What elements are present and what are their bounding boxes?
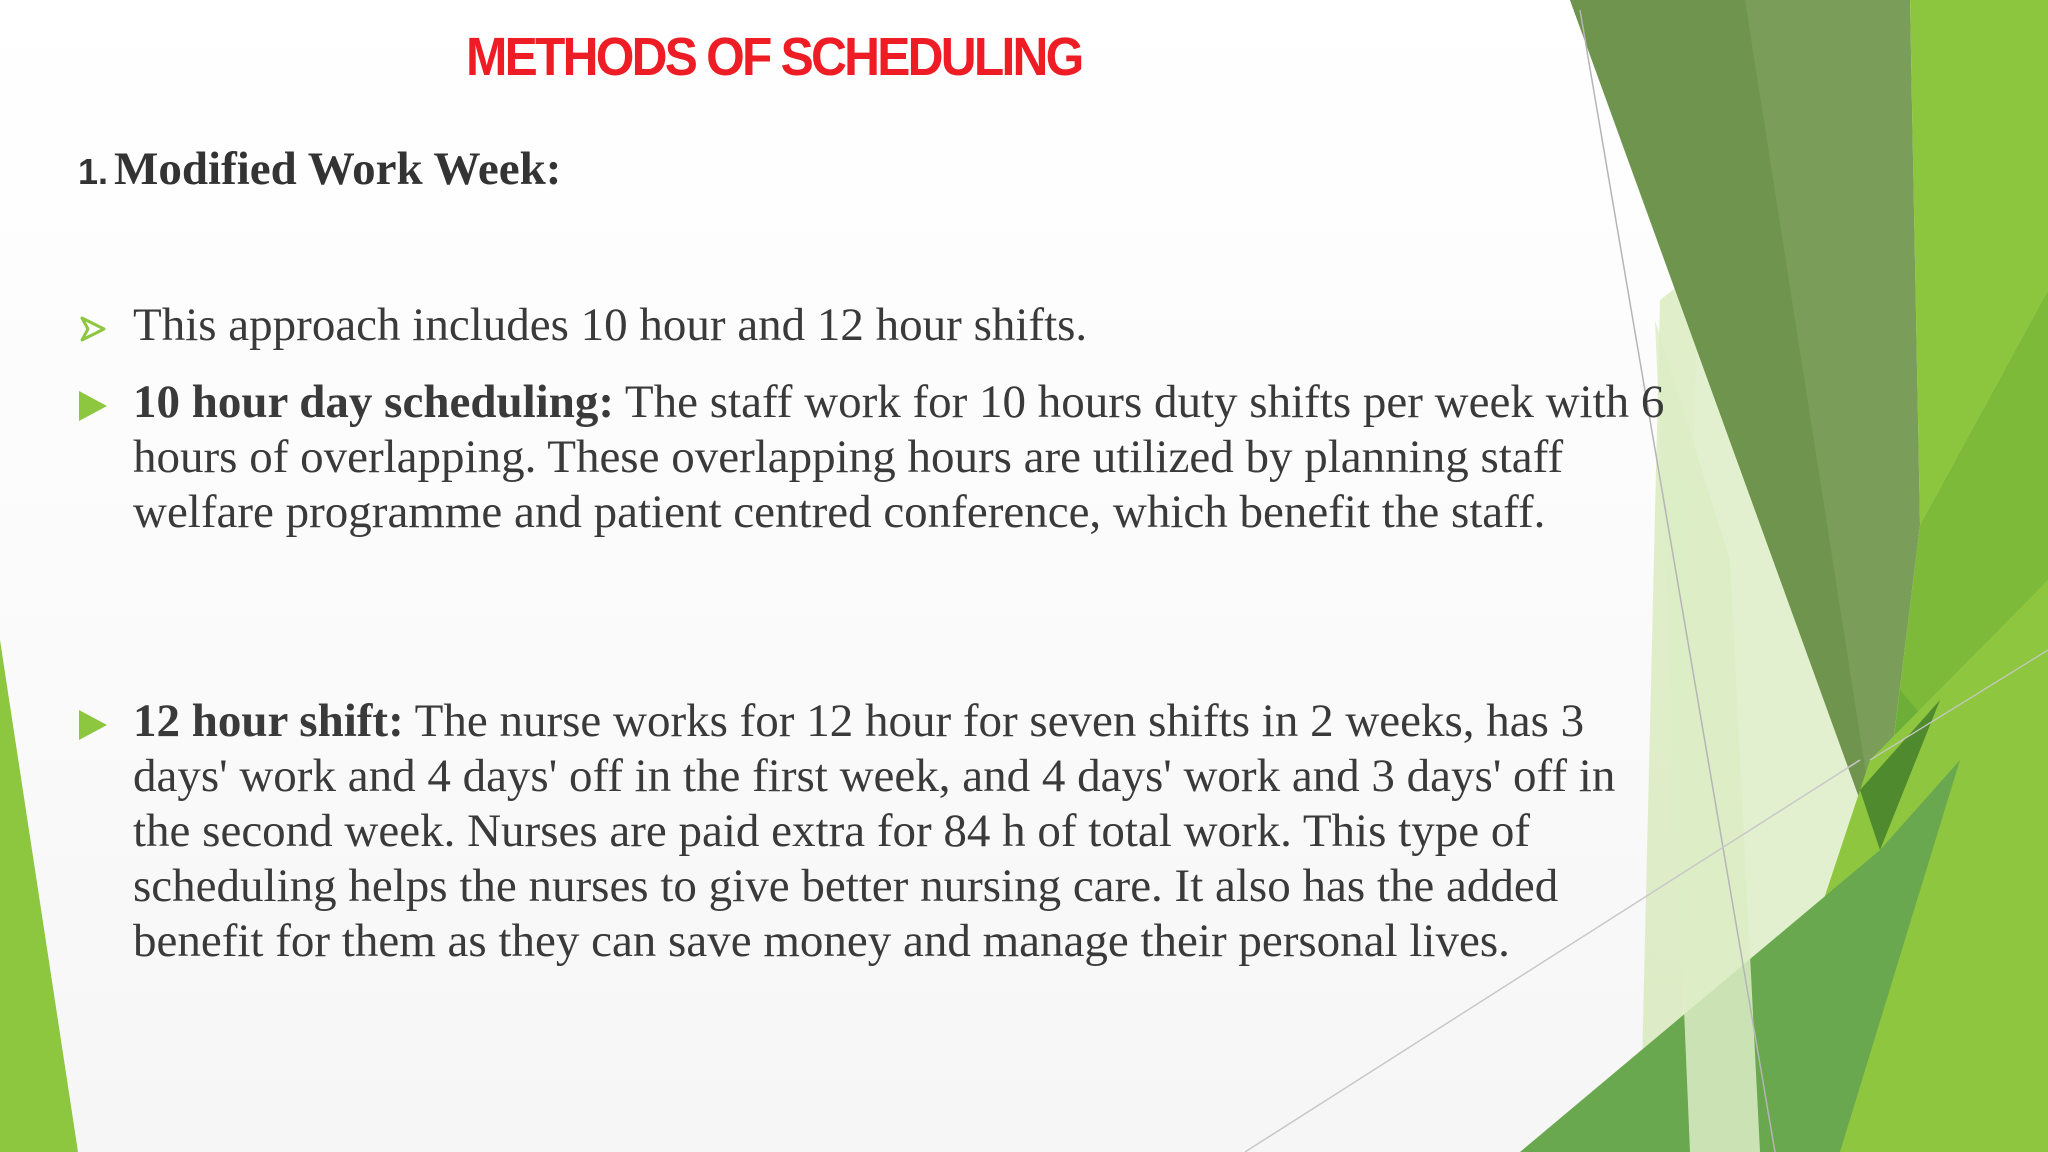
section-heading: [78, 142, 561, 196]
slide-title: METHODS OF SCHEDULING: [466, 27, 1082, 87]
bullet-text: The staff work for 10 hours duty shifts per week with 6 hours of overlapping. These overlapping hours are utilized by planning staff welfare programme and patient centred conference, which benefit the staff.: [133, 376, 1665, 538]
left-facet-green: [0, 640, 78, 1152]
bullet-bold-lead: 10 hour day scheduling:: [133, 376, 615, 428]
bullet-bold-lead: 12 hour shift:: [133, 695, 404, 747]
heading-number: 1.: [78, 151, 109, 192]
chevron-arrow-bullet-icon: [76, 312, 110, 346]
bullet-12-hour-shift: [133, 694, 1673, 969]
heading-text: Modified Work Week:: [114, 143, 562, 195]
triangle-bullet-icon: [76, 708, 110, 742]
bullet-shifts-overview: [133, 298, 1693, 353]
bullet-10-hour-scheduling: [133, 375, 1673, 540]
bullet-text: The nurse works for 12 hour for seven shifts in 2 weeks, has 3 days' work and 4 days' off in the first week, and 4 days' work and 3 days' off in the second week. Nurses are paid extra for 84 h of total work. This type of scheduling helps the nurses to give better nursing care. It also has the added benefit for them as they can save money and manage their personal lives.: [133, 695, 1616, 967]
bullet-text: This approach includes 10 hour and 12 hour shifts.: [133, 299, 1088, 351]
triangle-bullet-icon: [76, 389, 110, 423]
